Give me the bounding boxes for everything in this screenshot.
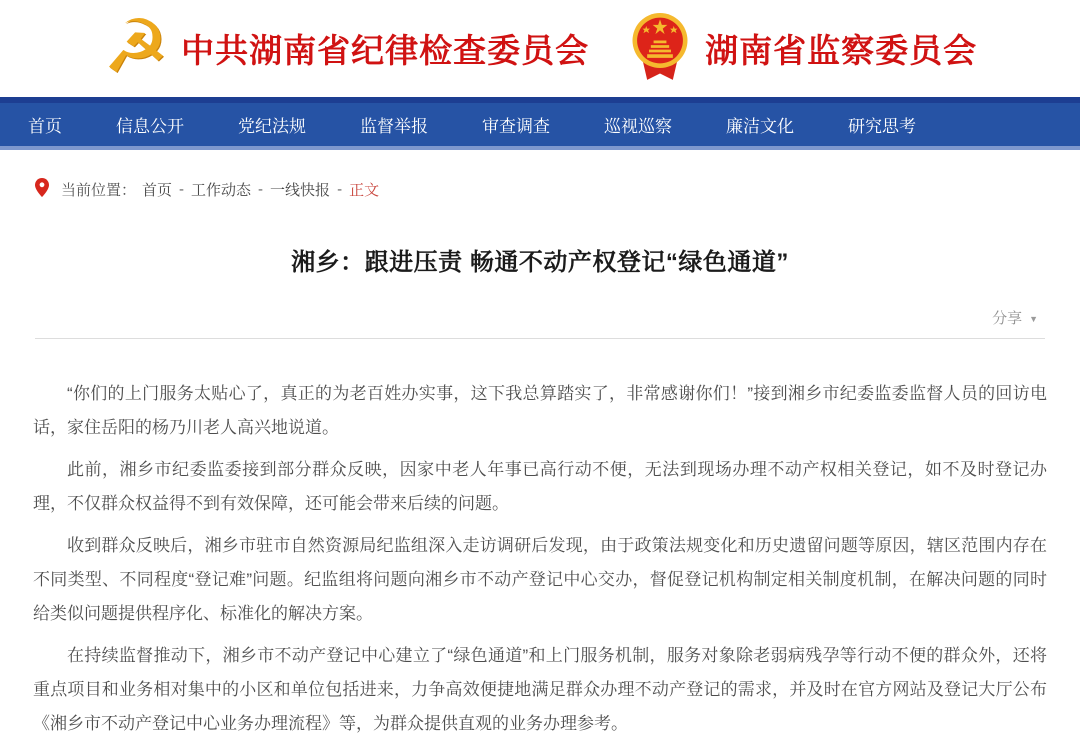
org-left-name: 中共湖南省纪律检查委员会 [181,32,590,69]
share-button[interactable] [992,307,1038,328]
article-paragraph: 收到群众反映后，湘乡市驻市自然资源局纪监组深入走访调研后发现，由于政策法规变化和历史遗留问题等原因，辖区范围内存在不同类型、不同程度“登记难”问题。纪监组将问题向湘乡市不动产登记中心交办，督促登记机构制定相关制度机制，在解决问题的同时给类似问题提供程序化、标准化的解决方案。 [33,536,1047,623]
breadcrumb-link-home[interactable]: 首页 [142,181,173,199]
org-right [627,10,977,87]
breadcrumb-link-work-trends[interactable]: 工作动态 [191,181,252,199]
breadcrumb-label: 当前位置： [61,181,137,199]
org-left [102,3,590,90]
breadcrumb [0,178,1080,200]
chevron-down-icon: ▼ [1029,313,1038,324]
article-body [0,339,1080,741]
article-paragraph: 在持续监督推动下，湘乡市不动产登记中心建立了“绿色通道”和上门服务机制，服务对象除老弱病残孕等行动不便的群众外，还将重点项目和业务相对集中的小区和单位包括进来，力争高效便捷地满足群众办理不动产登记的需求，并及时在官方网站及登记大厅公布《湘乡市不动产登记中心业务办理流程》等，为群众提供直观的业务办理参考。 [33,646,1047,733]
breadcrumb-current: 正文 [349,181,380,199]
article-paragraph: 此前，湘乡市纪委监委接到部分群众反映，因家中老人年事已高行动不便，无法到现场办理不动产权相关登记，如不及时登记办理，不仅群众权益得不到有效保障，还可能会带来后续的问题。 [33,460,1047,513]
breadcrumb-link-frontline-bulletin[interactable]: 一线快报 [270,181,331,199]
location-pin-icon [35,178,49,201]
nav-item-party-regulations[interactable]: 党纪法规 [238,117,306,136]
national-emblem-icon [627,10,693,87]
nav-item-research-thinking[interactable]: 研究思考 [848,117,916,136]
nav-item-info-disclosure[interactable]: 信息公开 [116,117,184,136]
main-nav [0,97,1080,150]
nav-item-home[interactable]: 首页 [28,117,62,136]
share-label: 分享 [992,310,1023,327]
article-title: 湘乡：跟进压责 畅通不动产权登记“绿色通道” [291,249,789,276]
breadcrumb-separator: - [258,180,264,198]
share-row [0,307,1080,328]
party-emblem-icon: ☭ [102,3,170,90]
org-right-name: 湖南省监察委员会 [705,32,978,69]
nav-item-inspection-tours[interactable]: 巡视巡察 [604,117,672,136]
article-paragraph: “你们的上门服务太贴心了，真正的为老百姓办实事，这下我总算踏实了，非常感谢你们！”接到湘乡市纪委监委监督人员的回访电话，家住岳阳的杨乃川老人高兴地说道。 [33,384,1047,437]
article [0,242,1080,741]
site-header [0,0,1080,97]
breadcrumb-separator: - [179,180,185,198]
nav-item-review-investigation[interactable]: 审查调查 [482,117,550,136]
breadcrumb-separator: - [337,180,343,198]
nav-item-supervision-report[interactable]: 监督举报 [360,117,428,136]
nav-item-integrity-culture[interactable]: 廉洁文化 [726,117,794,136]
